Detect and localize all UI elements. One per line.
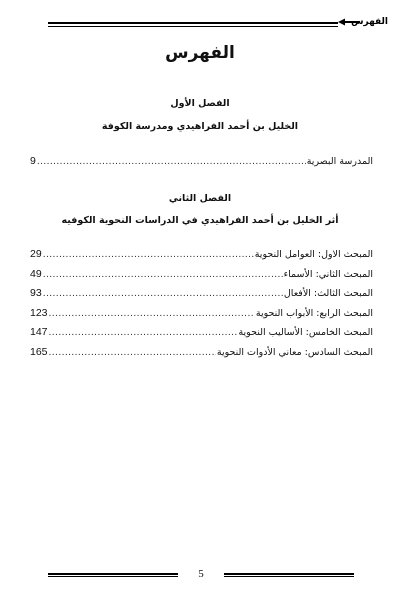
toc-entry-page: 9 (30, 155, 36, 167)
toc-entry[interactable] (30, 325, 373, 340)
footer-rule-right (224, 573, 354, 577)
chapter2-heading: الفصل الثاني (168, 193, 232, 204)
toc-entry-page: 93 (30, 287, 42, 299)
toc-entry[interactable] (30, 345, 373, 360)
toc-entry[interactable] (30, 154, 373, 169)
toc-entry-page: 123 (30, 306, 48, 319)
toc-entry[interactable] (30, 247, 373, 262)
toc-entry[interactable] (30, 267, 373, 282)
dot-leader (43, 287, 283, 302)
toc-entry[interactable] (30, 286, 373, 301)
chapter1-toc (30, 154, 373, 174)
header-label: الفهرس (351, 17, 388, 27)
toc-entry-page: 165 (30, 345, 48, 358)
toc-entry-title: المبحث الرابع: الأبواب النحوية (255, 307, 373, 319)
toc-entry-title: المبحث الثالث: الأفعال (283, 288, 373, 299)
chapter1-subtitle: الخليل بن أحمد الفراهيدي ومدرسة الكوفة (101, 121, 299, 132)
toc-entry-title: المبحث السادس: معاني الأدوات النحوية (216, 346, 373, 358)
dot-leader (37, 155, 306, 170)
toc-entry-title: المدرسة البصرية (306, 156, 373, 167)
toc-entry-page: 147 (30, 326, 48, 338)
page-title: الفهرس (165, 43, 235, 63)
chapter2-subtitle: أثر الخليل بن أحمد الفراهيدي في الدراسات النحوية الكوفيه (61, 215, 339, 226)
toc-entry-title: المبحث الثاني: الأسماء (283, 268, 373, 280)
toc-entry-title: المبحث الخامس: الأساليب النحوية (238, 327, 373, 338)
chapter2-toc (30, 247, 373, 364)
dot-leader (49, 326, 238, 341)
dot-leader (43, 248, 254, 263)
header-rule (48, 22, 338, 27)
dot-leader (49, 307, 255, 322)
page-number: 5 (198, 568, 204, 580)
toc-entry-page: 29 (30, 248, 42, 260)
chapter1-heading: الفصل الأول (170, 98, 230, 109)
toc-entry[interactable] (30, 306, 373, 321)
dot-leader (49, 346, 216, 361)
dot-leader (43, 268, 283, 283)
toc-entry-title: المبحث الاول: العوامل النحوية (254, 249, 373, 260)
running-header (48, 16, 388, 28)
toc-entry-page: 49 (30, 267, 42, 280)
page-footer (48, 567, 354, 581)
